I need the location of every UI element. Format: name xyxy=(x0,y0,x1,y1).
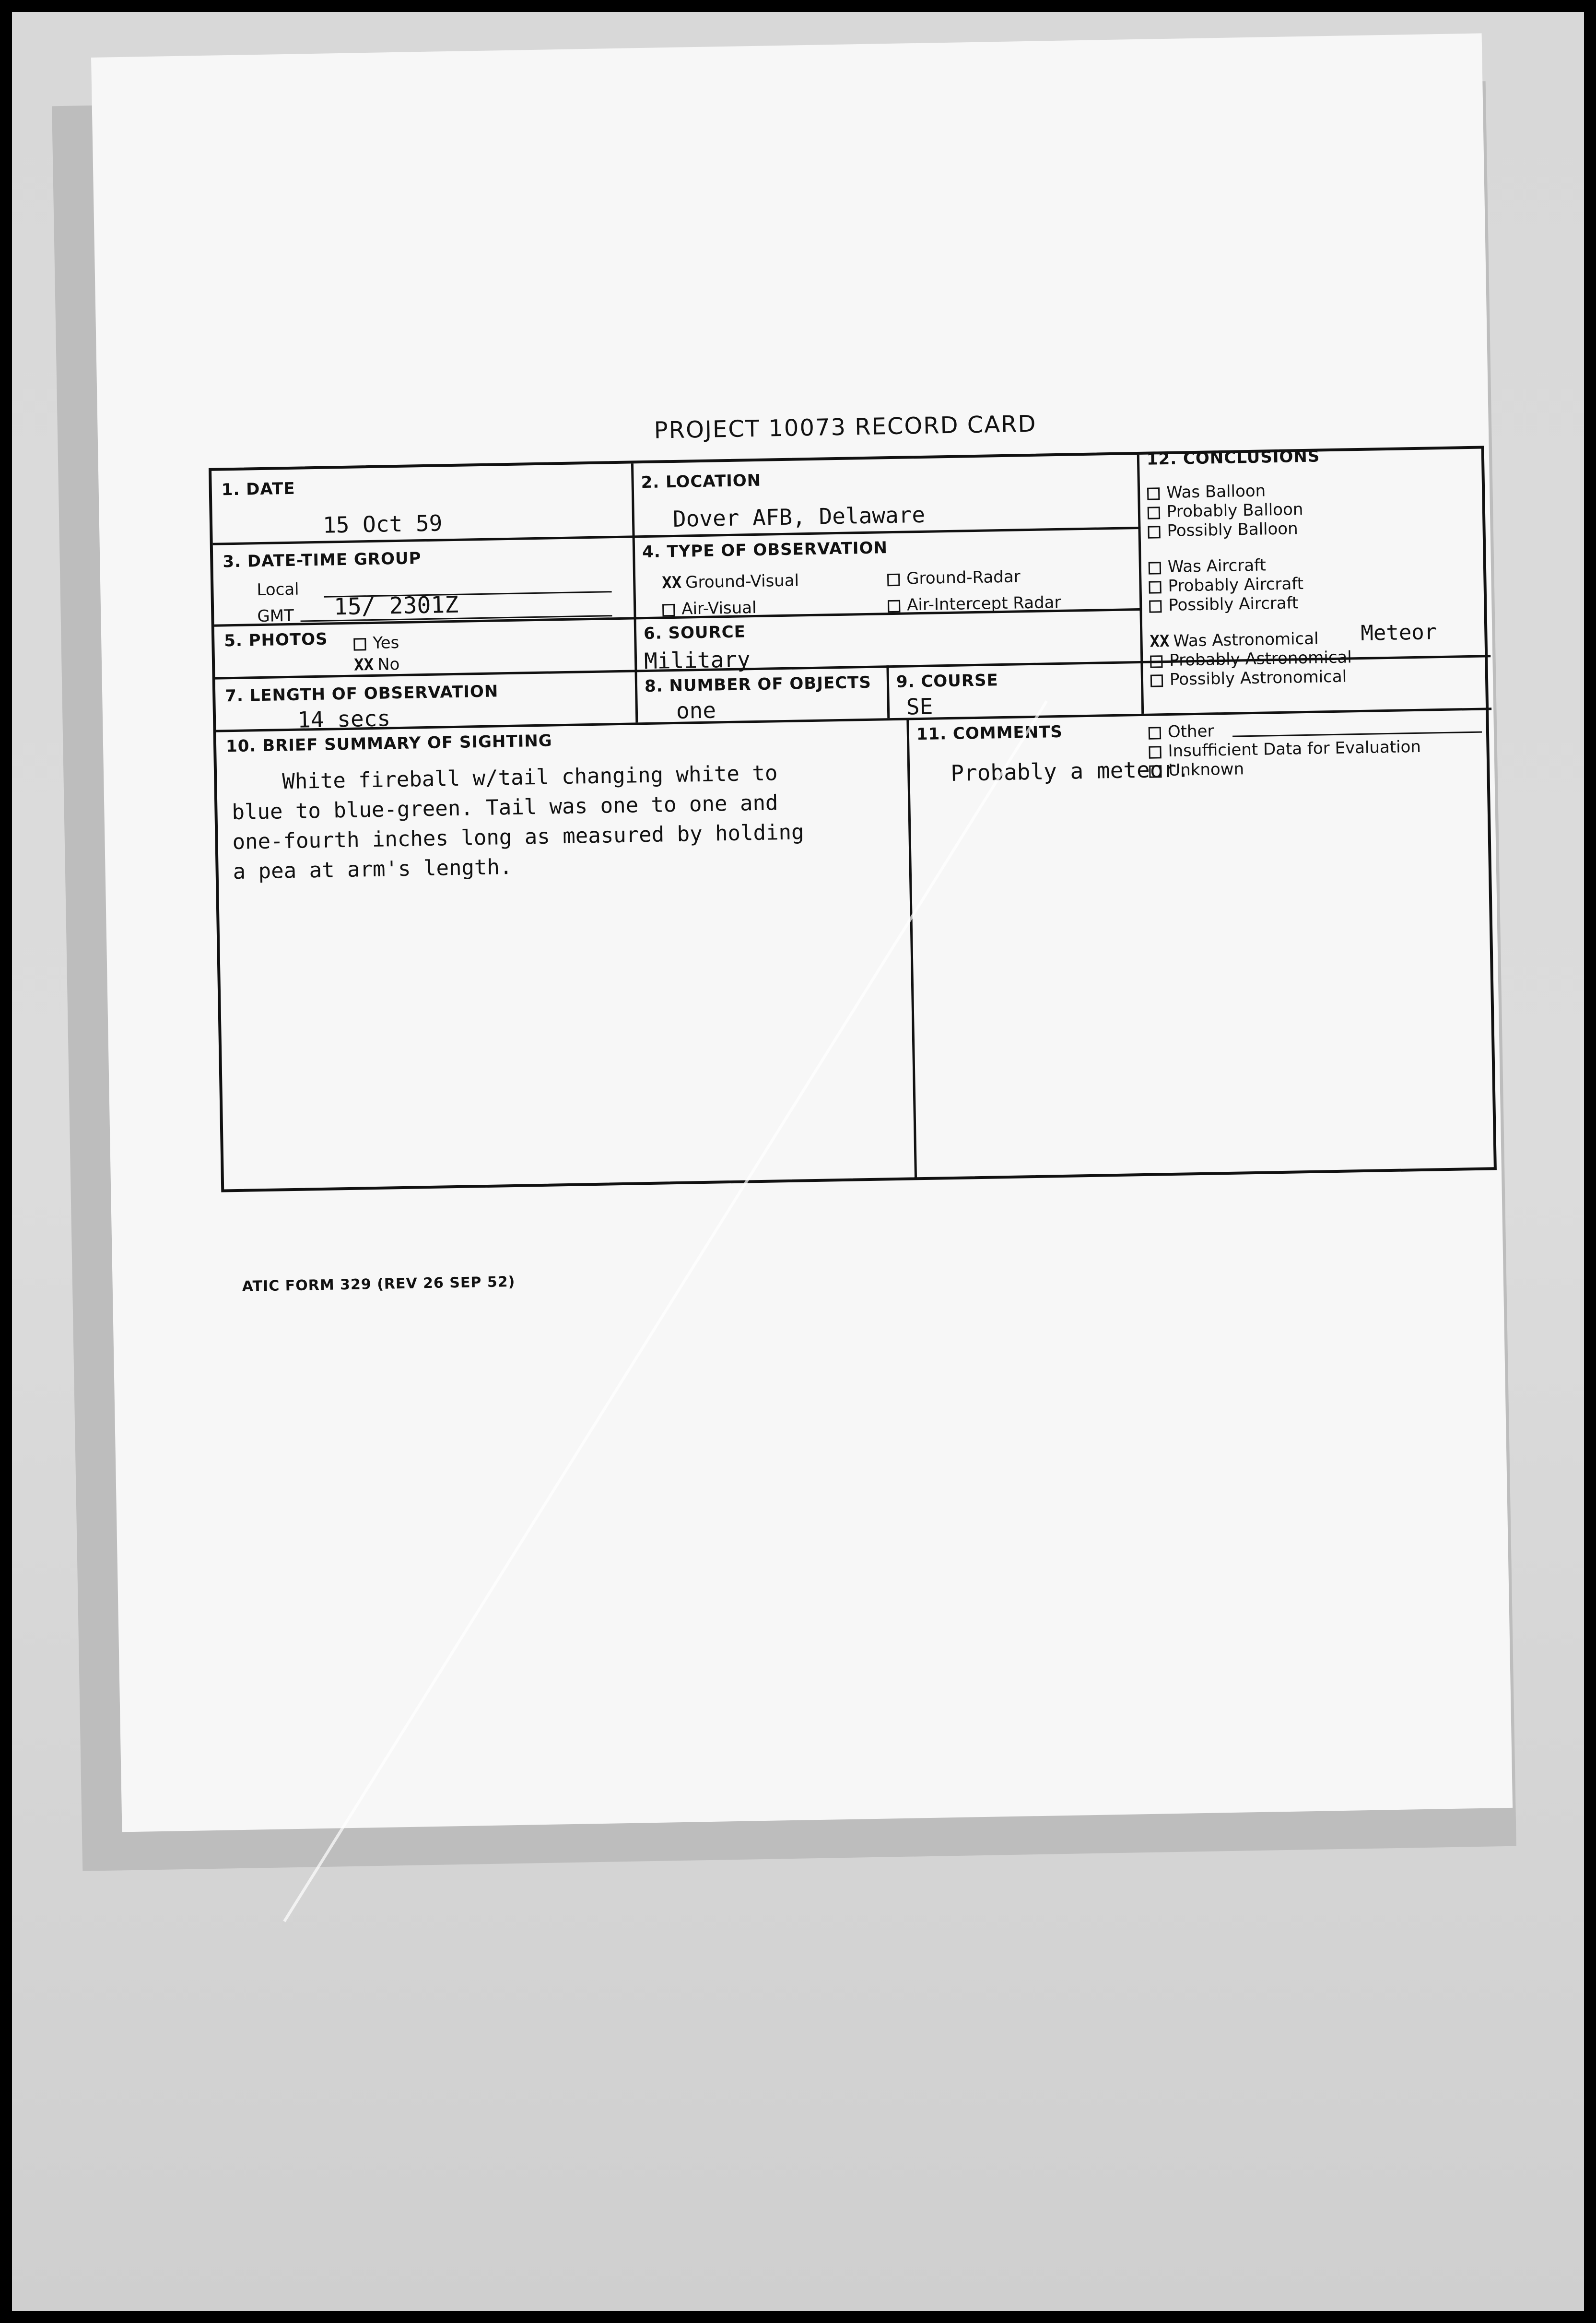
location-value: Dover AFB, Delaware xyxy=(672,501,926,532)
checkbox xyxy=(887,573,900,586)
gmt-label: GMT xyxy=(257,606,294,626)
summary-label: 10. BRIEF SUMMARY OF SIGHTING xyxy=(225,731,552,756)
course-value: SE xyxy=(906,693,933,720)
was-aircraft-option xyxy=(1149,555,1267,577)
possibly-aircraft-option xyxy=(1149,593,1299,615)
divider xyxy=(631,463,638,722)
length-label: 7. LENGTH OF OBSERVATION xyxy=(224,682,499,706)
course-label: 9. COURSE xyxy=(896,671,999,692)
photos-label: 5. PHOTOS xyxy=(223,629,328,651)
possibly-astronomical-text: Possibly Astronomical xyxy=(1169,667,1347,689)
probably-aircraft-text: Probably Aircraft xyxy=(1168,574,1304,596)
checkbox xyxy=(662,603,675,616)
air-intercept-text: Air-Intercept Radar xyxy=(906,592,1061,615)
possibly-balloon-text: Possibly Balloon xyxy=(1167,519,1299,541)
checkbox xyxy=(1149,765,1162,778)
gmt-value: 15/ 2301Z xyxy=(333,591,459,621)
divider xyxy=(1137,455,1144,714)
ground-radar-option xyxy=(887,567,1021,589)
checkbox xyxy=(1149,562,1161,574)
location-label: 2. LOCATION xyxy=(641,471,762,493)
was-balloon-text: Was Balloon xyxy=(1166,481,1266,503)
record-card xyxy=(209,446,1497,1192)
astronomical-note: Meteor xyxy=(1360,620,1437,646)
ground-visual-text: Ground-Visual xyxy=(685,571,799,592)
air-visual-option xyxy=(662,598,757,619)
was-aircraft-text: Was Aircraft xyxy=(1167,555,1267,577)
divider xyxy=(886,665,890,718)
source-label: 6. SOURCE xyxy=(643,622,746,644)
probably-balloon-text: Probably Balloon xyxy=(1166,500,1303,521)
checkbox xyxy=(1148,507,1160,519)
divider xyxy=(216,708,1492,732)
ground-visual-option xyxy=(662,571,799,592)
probably-balloon-option xyxy=(1148,500,1303,522)
check-mark: XX xyxy=(1150,631,1170,651)
checkbox xyxy=(888,600,900,612)
divider xyxy=(906,718,917,1178)
ground-radar-text: Ground-Radar xyxy=(906,567,1021,589)
check-mark: XX xyxy=(661,573,682,593)
comments-label: 11. COMMENTS xyxy=(916,722,1063,744)
probably-astronomical-text: Probably Astronomical xyxy=(1169,648,1352,670)
checkbox xyxy=(1149,581,1161,593)
check-mark: XX xyxy=(353,655,374,675)
other-text: Other xyxy=(1167,721,1214,742)
record-sheet xyxy=(91,33,1513,1832)
other-option xyxy=(1149,721,1214,742)
photos-yes-option xyxy=(353,633,399,653)
checkbox xyxy=(1150,674,1163,687)
possibly-aircraft-text: Possibly Aircraft xyxy=(1168,593,1299,615)
checkbox xyxy=(353,638,366,650)
was-astronomical-text: Was Astronomical xyxy=(1173,629,1319,651)
insufficient-text: Insufficient Data for Evaluation xyxy=(1168,737,1421,761)
conclusions-label: 12. CONCLUSIONS xyxy=(1146,447,1320,469)
date-label: 1. DATE xyxy=(221,479,295,500)
checkbox xyxy=(1150,655,1162,668)
checkbox xyxy=(1149,600,1162,613)
air-visual-text: Air-Visual xyxy=(681,598,757,619)
air-intercept-option xyxy=(888,593,1061,615)
card-title: PROJECT 10073 RECORD CARD xyxy=(654,410,1037,444)
was-balloon-option xyxy=(1147,481,1266,502)
length-value: 14 secs xyxy=(297,705,391,733)
photos-yes-text: Yes xyxy=(373,633,399,653)
summary-text: White fireball w/tail changing white to blue to blue-green. Tail was one to one and one-fourth inches long as measured by holding a pea at arm's length. xyxy=(231,761,804,884)
unknown-text: Unknown xyxy=(1168,759,1244,780)
source-value: Military xyxy=(644,646,751,674)
checkbox xyxy=(1149,746,1161,758)
checkbox xyxy=(1149,727,1161,739)
checkbox xyxy=(1147,487,1160,500)
was-astronomical-option xyxy=(1150,629,1319,651)
type-label: 4. TYPE OF OBSERVATION xyxy=(642,538,888,562)
objects-value: one xyxy=(676,697,716,724)
photos-no-text: No xyxy=(377,654,400,674)
date-value: 15 Oct 59 xyxy=(322,510,443,538)
checkbox xyxy=(1148,526,1160,538)
comments-text: Probably a meteor. xyxy=(950,756,1190,786)
objects-label: 8. NUMBER OF OBJECTS xyxy=(644,672,872,696)
photos-no-option xyxy=(354,655,400,675)
probably-aircraft-option xyxy=(1149,574,1303,596)
dtg-label: 3. DATE-TIME GROUP xyxy=(223,549,422,572)
unknown-option xyxy=(1149,759,1244,780)
local-label: Local xyxy=(257,579,299,600)
possibly-astronomical-option xyxy=(1150,667,1347,690)
form-identifier: ATIC FORM 329 (REV 26 SEP 52) xyxy=(242,1273,516,1295)
possibly-balloon-option xyxy=(1148,519,1298,541)
